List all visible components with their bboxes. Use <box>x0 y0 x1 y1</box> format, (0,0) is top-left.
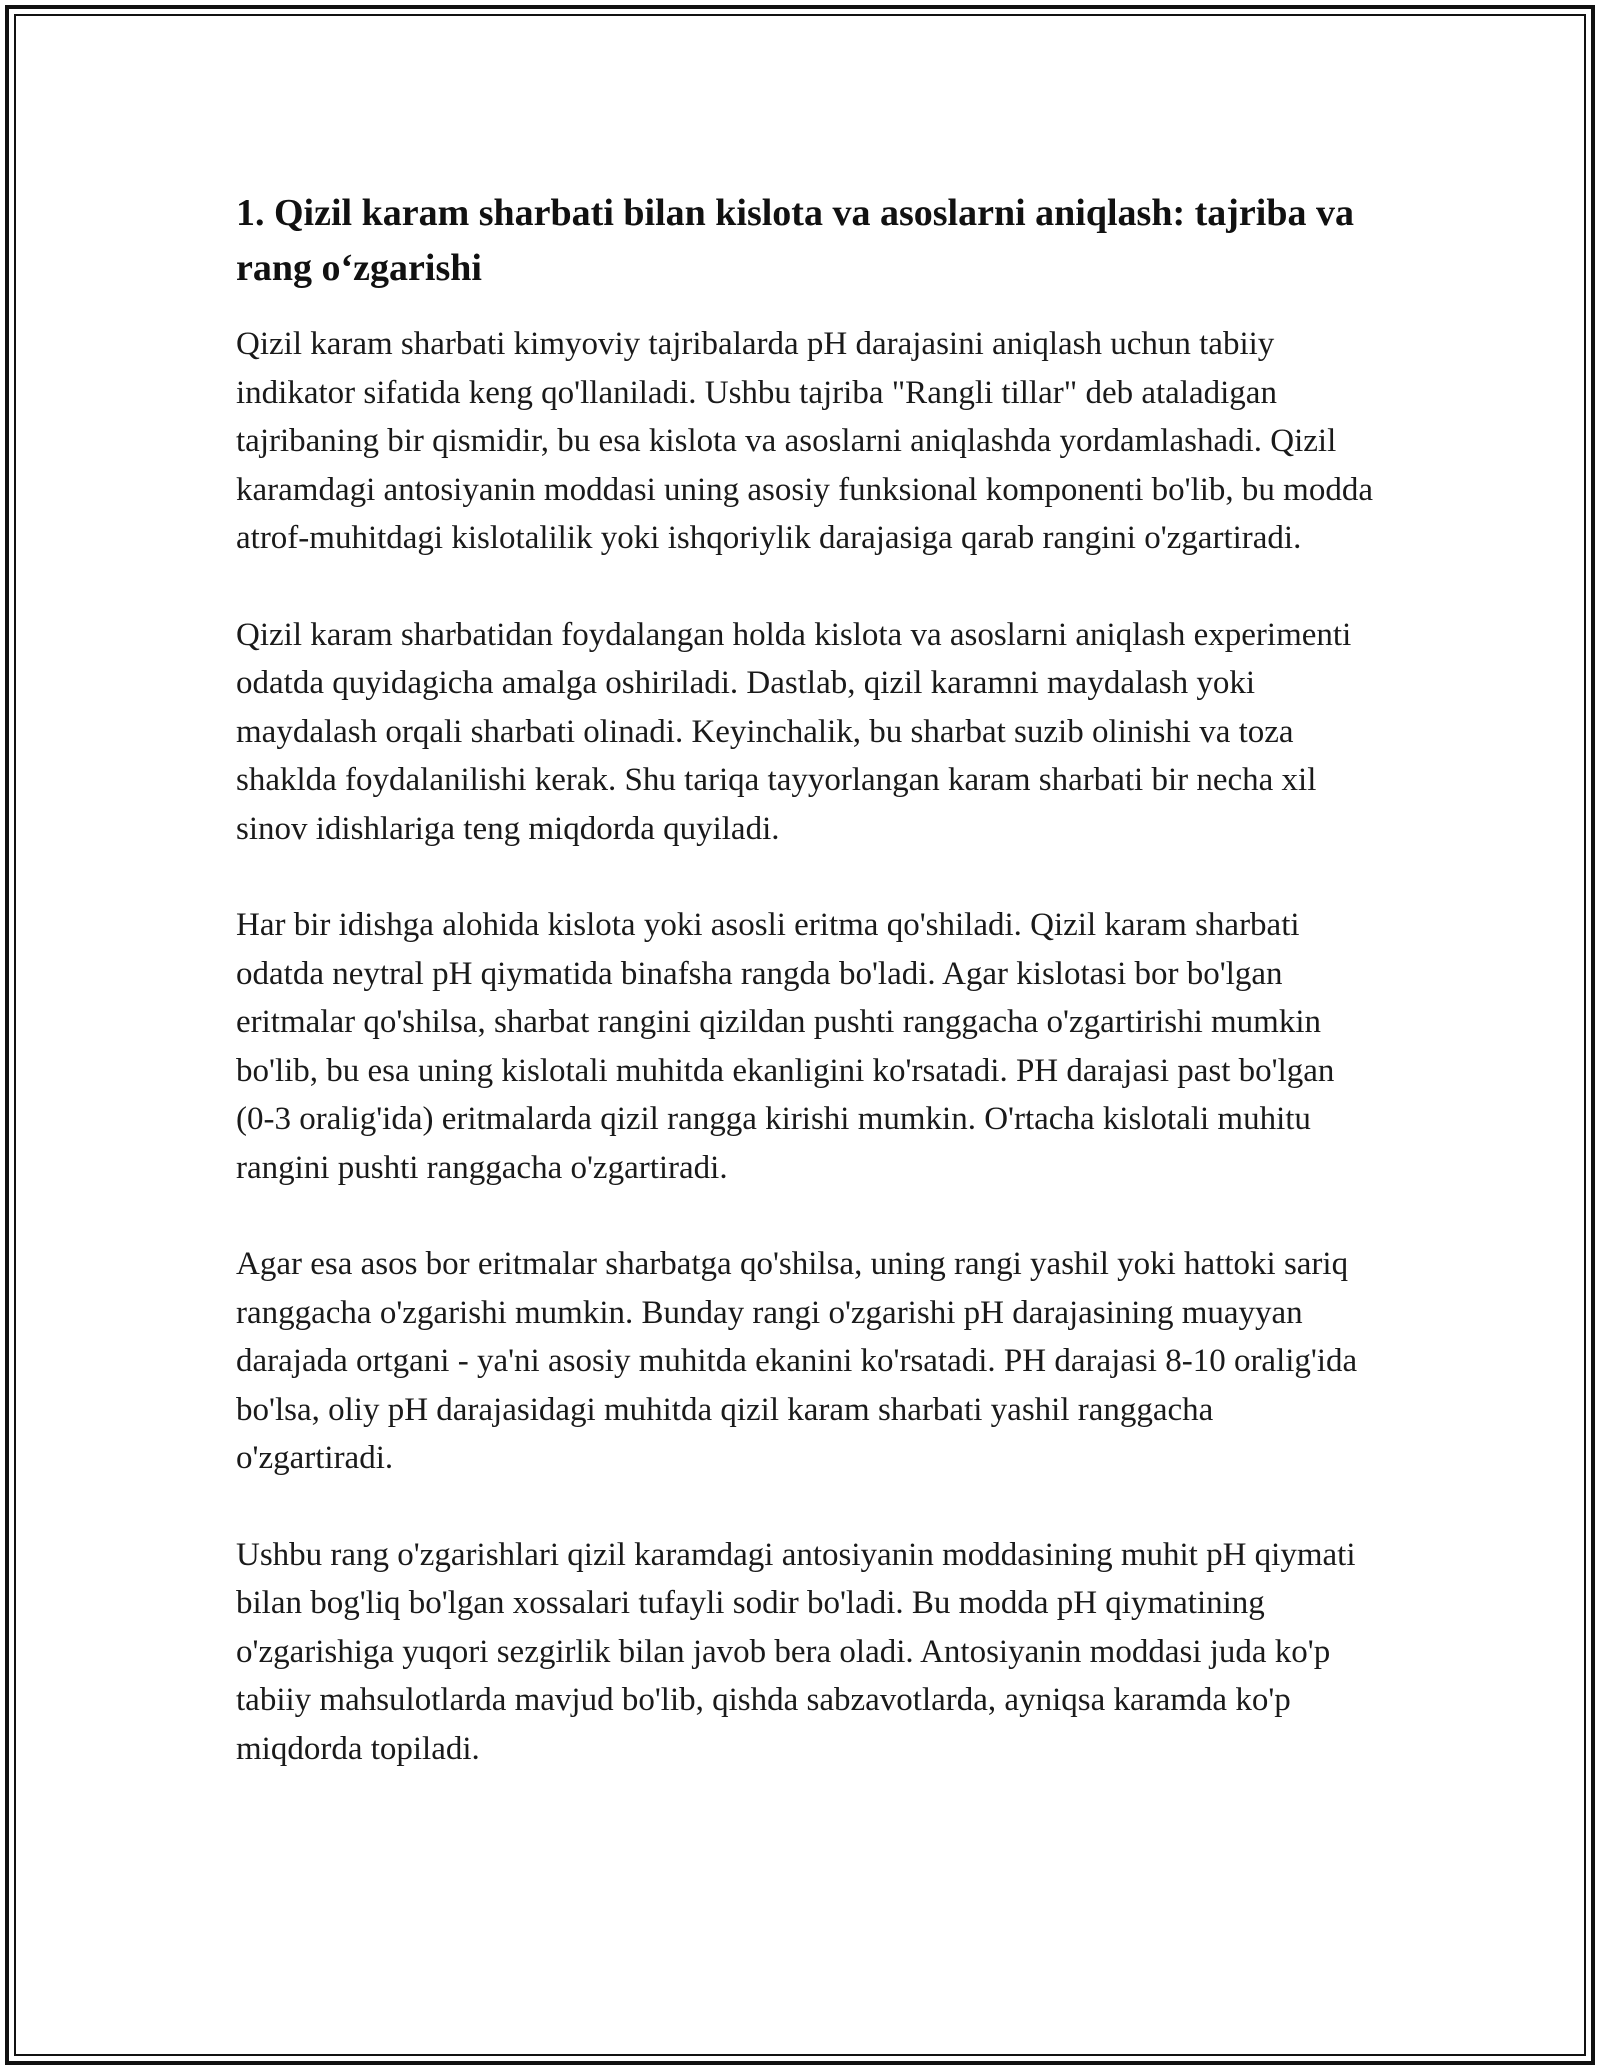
paragraph-5: Ushbu rang o'zgarishlari qizil karamdagi antosiyanin moddasining muhit pH qiymati bilan bog'liq bo'lgan xossalari tufayli sodir bo'ladi. Bu modda pH qiymatining o'zgarishiga yuqori sezgirlik bilan javob bera oladi. Antosiyanin moddasi juda ko'p tabiiy mahsulotlarda mavjud bo'lib, qishda sabzavotlarda, ayniqsa karamda ko'p miqdorda topiladi. <box>236 1536 1356 1767</box>
paragraph-2: Qizil karam sharbatidan foydalangan holda kislota va asoslarni aniqlash experimenti odatda quyidagicha amalga oshiriladi. Dastlab, qizil karamni maydalash yoki maydalash orqali sharbati olinadi. Keyinchalik, bu sharbat suzib olinishi va toza shaklda foydalanilishi kerak. Shu tariqa tayyorlangan karam sharbati bir necha xil sinov idishlariga teng miqdorda quyiladi. <box>236 616 1352 847</box>
document-title: 1. Qizil karam sharbati bilan kislota va asoslarni aniqlash: tajriba va rang oʻzgarishi <box>236 192 1354 289</box>
document-body <box>236 186 1376 1821</box>
paragraph-1: Qizil karam sharbati kimyoviy tajribalarda pH darajasini aniqlash uchun tabiiy indikator sifatida keng qo'llaniladi. Ushbu tajriba "Rangli tillar" deb ataladigan tajribaning bir qismidir, bu esa kislota va asoslarni aniqlashda yordamlashadi. Qizil karamdagi antosiyanin moddasi uning asosiy funksional komponenti bo'lib, bu modda atrof-muhitdagi kislotalilik yoki ishqoriylik darajasiga qarab rangini o'zgartiradi. <box>236 326 1373 556</box>
paragraph-3: Har bir idishga alohida kislota yoki asosli eritma qo'shiladi. Qizil karam sharbati odatda neytral pH qiymatida binafsha rangda bo'ladi. Agar kislotasi bor bo'lgan eritmalar qo'shilsa, sharbat rangini qizildan pushti ranggacha o'zgartirishi mumkin bo'lib, bu esa uning kislotali muhitda ekanligini ko'rsatadi. PH darajasi past bo'lgan (0-3 oralig'ida) eritmalarda qizil rangga kirishi mumkin. O'rtacha kislotali muhitu rangini pushti ranggacha o'zgartiradi. <box>236 907 1335 1186</box>
paragraph-4: Agar esa asos bor eritmalar sharbatga qo'shilsa, uning rangi yashil yoki hattoki sariq ranggacha o'zgarishi mumkin. Bunday rangi o'zgarishi pH darajasining muayyan darajada ortgani - ya'ni asosiy muhitda ekanini ko'rsatadi. PH darajasi 8-10 oralig'ida bo'lsa, oliy pH darajasidagi muhitda qizil karam sharbati yashil ranggacha o'zgartiradi. <box>236 1246 1358 1476</box>
